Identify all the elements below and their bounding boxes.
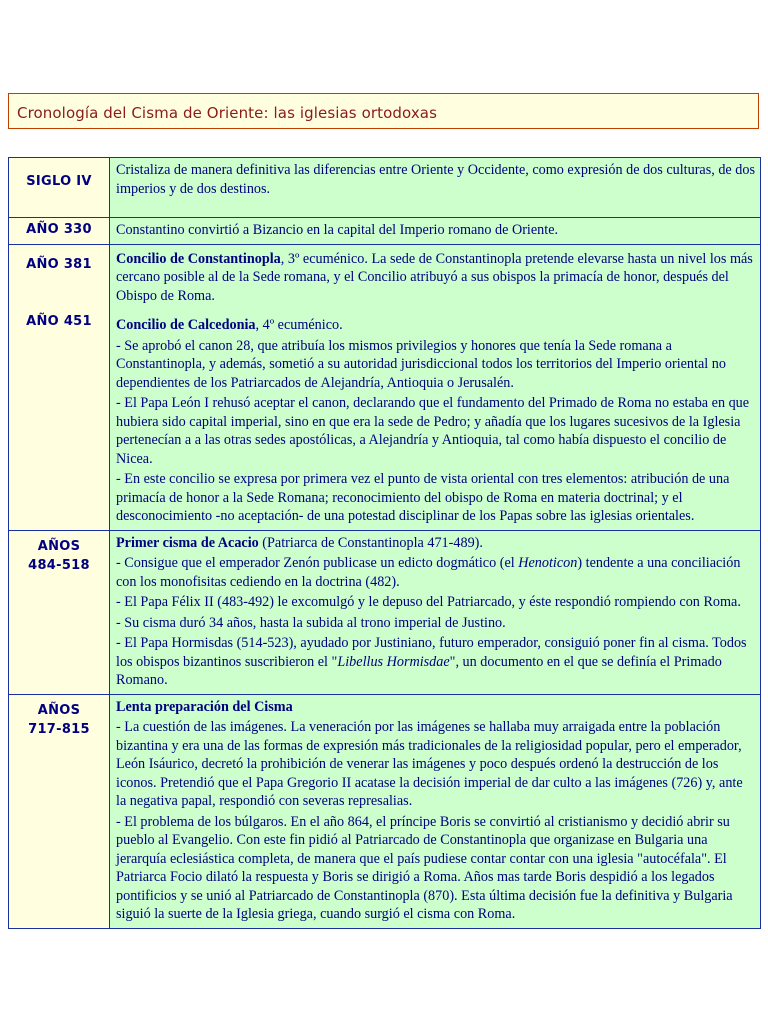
year-cell: [9, 244, 110, 530]
year-label: AÑOS: [37, 702, 81, 718]
year-label: AÑO 381: [26, 256, 92, 272]
list-item: - La cuestión de las imágenes. La veneración por las imágenes se hallaba muy arraigada entre la población bizantina y era una de las formas de expresión más tradicionales de la religiosidad popular, pero el emperador, León Isáurico, decretó la prohibición de venerar las imágenes y poco después ordenó la destrucción de los iconos. Pretendió que el Papa Gregorio II acatase la decisión imperial de dar culto a las imágenes (726) y, ante la negativa papal, respondió con severas represalias.: [116, 719, 743, 809]
description-text: Constantino convirtió a Bizancio en la capital del Imperio romano de Oriente.: [116, 222, 559, 238]
section-heading: Primer cisma de Acacio: [116, 534, 259, 551]
year-cell: AÑO 330: [9, 218, 110, 245]
council-heading: Concilio de Constantinopla: [116, 250, 281, 267]
council-heading: Concilio de Calcedonia: [116, 317, 256, 333]
list-item: - Su cisma duró 34 años, hasta la subida al trono imperial de Justino.: [116, 614, 506, 631]
council-text: , 4º ecuménico.: [255, 317, 343, 333]
year-label: AÑOS: [37, 538, 81, 554]
council-paragraph: [116, 250, 755, 306]
section-heading-paragraph: [116, 534, 755, 553]
council-paragraph: [116, 316, 755, 335]
italic-term: Henoticon: [518, 555, 578, 571]
table-row: [9, 218, 761, 245]
year-cell: [9, 694, 110, 928]
table-row: [9, 530, 761, 694]
year-cell: [9, 530, 110, 694]
council-text: , 3º ecuménico. La sede de Constantinopla pretende elevarse hasta un nivel los más cercano posible al de la Sede romana, y el Concilio atribuyó a sus obispos la primacía de honor, después del Obispo de Roma.: [116, 250, 753, 304]
list-item: - En este concilio se expresa por primera vez el punto de vista oriental con tres elementos: atribución de una primacía de honor a la Sede Romana; reconocimiento del obispo de Roma en materia doctrinal; y el desconocimiento -no aceptación- de una potestad disciplinar de los Papas sobre las iglesias orientales.: [116, 471, 730, 524]
list-item: - El Papa León I rehusó aceptar el canon, declarando que el fundamento del Primado de Roma no estaba en que hubiera sido capital imperial, sino en que era la sede de Pedro; y añadía que los lugares sucesivos de la Iglesia pertenecían a a las otras sedes apostólicas, a Alejandría y Antioquia, tal como había dispuesto el concilio de Nicea.: [116, 395, 750, 467]
description-cell: [110, 530, 761, 694]
year-label: AÑO 451: [26, 313, 92, 329]
year-range: 717-815: [28, 721, 90, 737]
list-item: - Se aprobó el canon 28, que atribuía los mismos privilegios y honores que tenía la Sede romana a Constantinopla, y además, sometió a su autoridad jurisdiccional todos los territorios del Imperio oriental no dependientes de los Patriarcados de Alejandría, Antioquia o Jerusalén.: [116, 337, 726, 391]
list-item: - El problema de los búlgaros. En el año 864, el príncipe Boris se convirtió al cristianismo y decidió abrir su pueblo al Evangelio. Con este fin pidió al Patriarcado de Constantinopla que organizase en Bulgaria una jerarquía eclesiástica completa, de manera que el país pudiese contar contar con una iglesia "autocéfala". El Patriarca Focio dilató la respuesta y Boris se dirigió a Roma. Años mas tarde Boris despidió a los legados pontificios y se unió al Patriarcado de Constantinopla (870). Esta última decisión fue la definitiva y Bulgaria siguió la suerte de la Iglesia griega, cuando surgió el cisma con Roma.: [116, 813, 733, 922]
list-item: - Consigue que el emperador Zenón publicase un edicto dogmático (el Henoticon) tendente a una conciliación con los monofisitas cediendo en la doctrina (482).: [116, 555, 741, 590]
description-cell: [110, 158, 761, 218]
description-cell: [110, 694, 761, 928]
description-cell: [110, 244, 761, 530]
table-row: [9, 158, 761, 218]
table-row: [9, 694, 761, 928]
page-title: Cronología del Cisma de Oriente: las iglesias ortodoxas: [8, 93, 759, 129]
description-cell: [110, 218, 761, 245]
list-item: - El Papa Hormisdas (514-523), ayudado por Justiniano, futuro emperador, consiguió poner fin al cisma. Todos los obispos bizantinos suscribieron el "Libellus Hormisdae", un documento en el que se definía el Primado Romano.: [116, 635, 747, 688]
section-heading-text: (Patriarca de Constantinopla 471-489).: [258, 534, 483, 551]
year-cell: SIGLO IV: [9, 158, 110, 218]
section-heading: Lenta preparación del Cisma: [116, 698, 293, 715]
description-text: Cristaliza de manera definitiva las diferencias entre Oriente y Occidente, como expresión de dos culturas, de dos imperios y de dos destinos.: [116, 162, 755, 197]
year-range: 484-518: [28, 557, 90, 573]
table-row: [9, 244, 761, 530]
chronology-table: [8, 157, 761, 929]
list-item: - El Papa Félix II (483-492) le excomulgó y le depuso del Patriarcado, y éste respondió rompiendo con Roma.: [116, 594, 741, 610]
italic-term: Libellus Hormisdae: [337, 653, 450, 670]
